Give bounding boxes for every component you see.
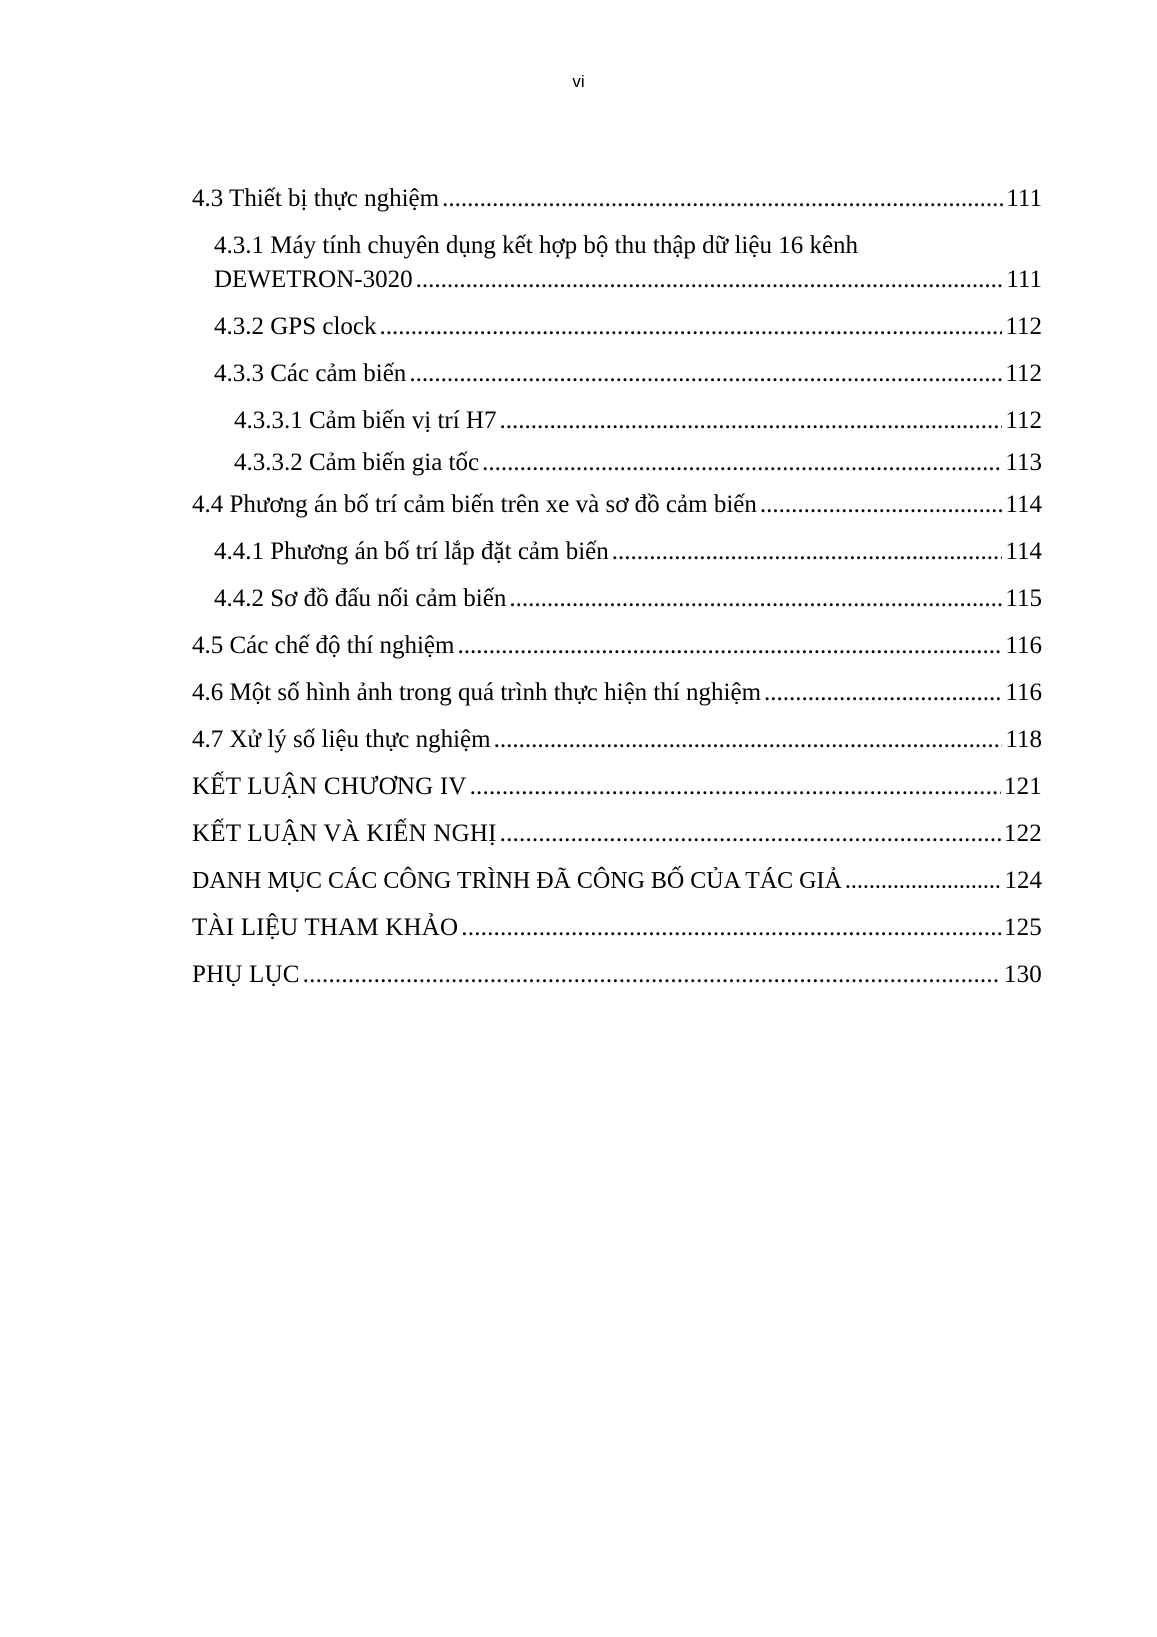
toc-leader-dots [500,817,1001,851]
toc-entry-tai-lieu-tham-khao[interactable] [192,911,1042,945]
toc-entry-4-4-2[interactable] [192,582,1042,616]
toc-leader-dots [380,310,1003,344]
toc-entry-4-6[interactable] [192,676,1042,710]
toc-entry-label: TÀI LIỆU THAM KHẢO [192,914,459,941]
toc-entry-page: 114 [1005,491,1042,518]
page-number: vi [572,72,585,91]
toc-entry-label: 4.3 Thiết bị thực nghiệm [192,185,440,212]
toc-entry-4-4[interactable] [192,488,1042,522]
toc-leader-dots [482,446,1002,480]
toc-entry-label: DANH MỤC CÁC CÔNG TRÌNH ĐÃ CÔNG BỐ CỦA TÁC GIẢ [192,868,842,894]
toc-leader-dots [416,263,1004,297]
toc-entry-4-5[interactable] [192,629,1042,663]
toc-leader-dots [499,404,1002,438]
toc-entry-label: DEWETRON-3020 [214,266,413,293]
toc-entry-4-3-3-1[interactable] [192,404,1042,438]
toc-entry-4-3[interactable] [192,182,1042,216]
toc-entry-page: 122 [1003,820,1042,847]
toc-leader-dots [612,535,1003,569]
toc-entry-ket-luan-chuong-iv[interactable] [192,770,1042,804]
toc-leader-dots [764,676,1002,710]
toc-entry-label: 4.6 Một số hình ảnh trong quá trình thực hiện thí nghiệm [192,679,762,706]
toc-entry-page: 115 [1005,585,1042,612]
toc-leader-dots [457,629,1002,663]
toc-entry-4-7[interactable] [192,723,1042,757]
toc-entry-label: 4.3.3.2 Cảm biến gia tốc [234,449,480,476]
toc-entry-4-3-3-2[interactable] [192,446,1042,480]
toc-entry-label: PHỤ LỤC [192,961,300,988]
toc-entry-ket-luan-kien-nghi[interactable] [192,817,1042,851]
toc-leader-dots [760,488,1003,522]
toc-leader-dots [509,582,1002,616]
toc-leader-dots [470,770,1001,804]
toc-entry-label: KẾT LUẬN CHƯƠNG IV [192,773,467,800]
toc-leader-dots [494,723,1003,757]
toc-entry-danh-muc-cong-trinh[interactable] [192,864,1042,898]
toc-entry-page: 116 [1005,679,1042,706]
toc-entry-label: 4.3.3 Các cảm biến [214,360,407,387]
toc-entry-label: 4.7 Xử lý số liệu thực nghiệm [192,726,491,753]
toc-entry-page: 125 [1003,914,1042,941]
toc-entry-label: 4.4 Phương án bố trí cảm biến trên xe và sơ đồ cảm biến [192,491,757,518]
toc-entry-page: 112 [1005,360,1042,387]
toc-entry-page: 121 [1003,773,1042,800]
toc-entry-page: 114 [1005,538,1042,565]
toc-entry-page: 111 [1006,266,1042,293]
toc-entry-page: 112 [1005,407,1042,434]
toc-leader-dots [409,357,1002,391]
toc-leader-dots [442,182,1003,216]
toc-entry-label: 4.5 Các chế độ thí nghiệm [192,632,455,659]
toc-entry-4-4-1[interactable] [192,535,1042,569]
toc-entry-line2 [214,263,1042,297]
toc-entry-page: 113 [1005,449,1042,476]
toc-entry-page: 116 [1005,632,1042,659]
toc-entry-4-3-2[interactable] [192,310,1042,344]
toc-entry-4-3-3[interactable] [192,357,1042,391]
toc-entry-page: 118 [1005,726,1042,753]
toc-entry-page: 111 [1006,185,1042,212]
toc-entry-phu-luc[interactable] [192,958,1042,992]
toc-entry-4-3-1[interactable] [192,229,1042,297]
toc-leader-dots [845,864,1002,898]
toc-leader-dots [461,911,1001,945]
toc-entry-label: 4.3.3.1 Cảm biến vị trí H7 [234,407,497,434]
toc-entry-label-line1: 4.3.1 Máy tính chuyên dụng kết hợp bộ thu thập dữ liệu 16 kênh [214,232,859,259]
toc-entry-label: KẾT LUẬN VÀ KIẾN NGHỊ [192,820,497,847]
toc-entry-page: 124 [1004,867,1042,894]
toc-entry-label: 4.3.2 GPS clock [214,313,377,340]
toc-entry-page: 112 [1005,313,1042,340]
toc-entry-label: 4.4.1 Phương án bố trí lắp đặt cảm biến [214,538,609,565]
toc-entry-page: 130 [1003,961,1042,988]
toc-leader-dots [303,958,1001,992]
toc-entry-label: 4.4.2 Sơ đồ đấu nối cảm biến [214,585,507,612]
table-of-contents [192,182,1042,992]
